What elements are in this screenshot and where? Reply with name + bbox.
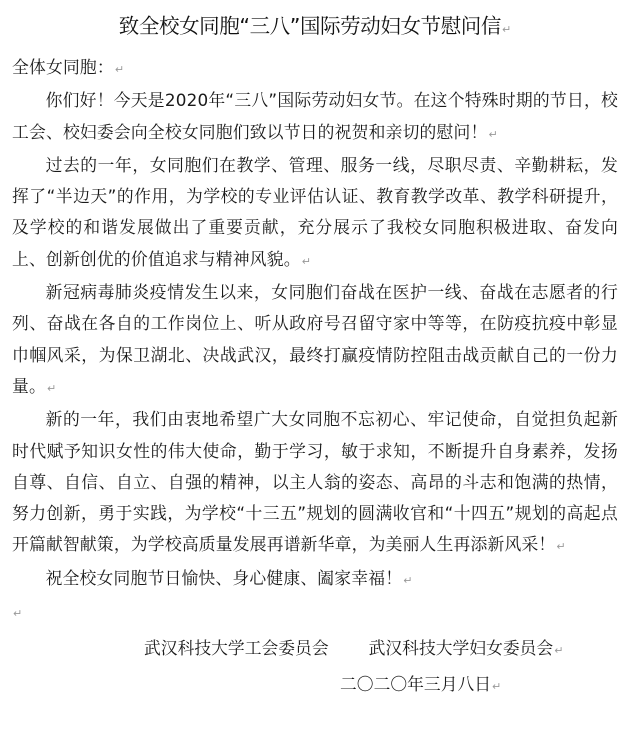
paragraph-text: 过去的一年，女同胞们在教学、管理、服务一线，尽职尽责、辛勤耕耘，发挥了“半边天”的作用，为学校的专业评估认证、教育教学改革、教学科研提升，及学校的和谐发展做出了重要贡献，充分展示了我校女同胞积极进取、奋发向上、创新创优的价值追求与精神风貌。 [12,154,618,269]
women-committee-signature: 武汉科技大学妇女委员会 [368,638,554,659]
paragraph-text: 新的一年，我们由衷地希望广大女同胞不忘初心、牢记使命，自觉担负起新时代赋予知识女性的伟大使命，勤于学习，敏于求知，不断提升自身素养，发扬自尊、自信、自立、自强的精神，以主人翁的姿态、高昂的斗志和饱满的热情，努力创新，勇于实践，为学校“十三五”规划的圆满收官和“十四五”规划的高起点开篇献智献策，为学校高质量发展再谱新华章，为美丽人生再添新风采！ [12,409,618,555]
letter-body [12,52,618,627]
paragraph-text: 新冠病毒肺炎疫情发生以来，女同胞们奋战在医护一线、奋战在志愿者的行列、奋战在各自的工作岗位上、听从政府号召留守家中等等，在防疫抗疫中彰显巾帼风采，为保卫湖北、决战武汉，最终打赢疫情防控阻击战贡献自己的一份力量。 [12,282,618,396]
paragraph-mark-icon: ↵ [13,607,23,621]
letter-title [12,0,618,42]
paragraph-2 [12,150,618,277]
paragraph-mark-icon: ↵ [114,63,125,76]
letter-date: 二〇二〇年三月八日 [340,674,492,695]
paragraph-mark-icon: ↵ [403,573,413,587]
paragraph-3 [12,277,618,404]
paragraph-mark-icon: ↵ [492,680,502,694]
paragraph-mark-icon: ↵ [301,254,311,268]
union-signature: 武汉科技大学工会委员会 [144,638,329,659]
paragraph-1 [12,85,618,150]
paragraph-mark-icon: ↵ [46,381,57,395]
greeting-line [12,52,618,85]
paragraph-5 [12,563,618,596]
paragraph-text: 你们好！今天是2020年“三八”国际劳动妇女节。在这个特殊时期的节日，校工会、校妇委会向全校女同胞们致以节日的祝贺和亲切的慰问！ [12,90,618,142]
date-line [12,669,618,702]
paragraph-mark-icon: ↵ [556,540,566,554]
blank-line [12,596,618,627]
paragraph-mark-icon: ↵ [554,644,564,658]
paragraph-text: 祝全校女同胞节日愉快、身心健康、阖家幸福！ [45,567,403,588]
greeting-text: 全体女同胞： [12,57,114,77]
paragraph-mark-icon: ↵ [488,127,498,141]
paragraph-mark-icon: ↵ [502,23,512,36]
paragraph-4 [12,404,618,562]
letter-title-text: 致全校女同胞“三八”国际劳动妇女节慰问信 [118,14,502,38]
signature-line [12,633,618,666]
